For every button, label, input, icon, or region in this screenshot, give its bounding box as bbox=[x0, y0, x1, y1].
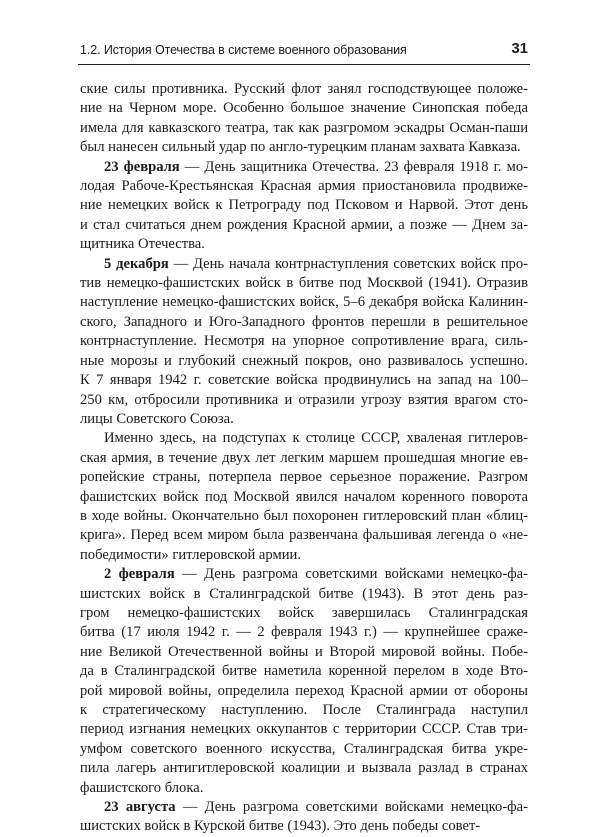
date-term: 2 февраля bbox=[104, 566, 175, 583]
text-line bbox=[80, 216, 528, 235]
line-text: лицы Советского Союза. bbox=[80, 410, 234, 427]
line-text: ропейские страны, потерпела первое серьезное поражение. Разгром bbox=[80, 469, 528, 486]
text-line bbox=[80, 119, 528, 138]
text-line bbox=[80, 526, 528, 545]
line-text: щитника Отечества. bbox=[80, 236, 205, 253]
line-text: ние Великой Отечественной войны и Второй мировой войны. Побе- bbox=[80, 643, 528, 660]
paragraph bbox=[80, 798, 528, 837]
text-line bbox=[80, 662, 528, 681]
line-text: ские силы противника. Русский флот занял господствующее положе- bbox=[80, 81, 528, 97]
line-text: лодая Рабоче-Крестьянская Красная армия приостановила продвиже- bbox=[80, 178, 528, 195]
text-line bbox=[80, 274, 528, 293]
page-body bbox=[80, 80, 528, 837]
line-text: гром немецко-фашистских войск завершилась Сталинградская bbox=[80, 604, 528, 621]
date-term: 23 февраля bbox=[104, 158, 180, 175]
text-line bbox=[80, 332, 528, 351]
line-text: тив немецко-фашистских войск в битве под Москвой (1941). Отразив bbox=[80, 275, 528, 292]
text-line bbox=[80, 546, 528, 565]
date-term: 5 декабря bbox=[104, 255, 169, 272]
paragraph bbox=[80, 429, 528, 565]
line-text: — День защитника Отечества. 23 февраля 1918 г. мо- bbox=[179, 158, 528, 175]
text-line bbox=[80, 429, 528, 448]
paragraph bbox=[80, 255, 528, 430]
text-line bbox=[80, 449, 528, 468]
line-text: рой мировой войны, определила переход Красной армии от обороны bbox=[80, 682, 528, 699]
line-text: шистских войск в Сталинградской битве (1943). В этот день раз- bbox=[80, 585, 528, 602]
line-text: 250 км, отбросили противника и отразили угрозу взятия врагом сто- bbox=[80, 391, 528, 408]
text-line bbox=[80, 293, 528, 312]
running-header bbox=[78, 40, 530, 65]
line-text: имела для кавказского театра, так как разгромом эскадры Осман-паши bbox=[80, 119, 528, 136]
text-line bbox=[80, 507, 528, 526]
line-text: Именно здесь, на подступах к столице СССР, хваленая гитлеров- bbox=[104, 430, 528, 447]
text-line bbox=[80, 488, 528, 507]
line-text: ние немецких войск к Петрограду под Псковом и Нарвой. Этот день bbox=[80, 197, 528, 214]
text-line bbox=[80, 817, 528, 836]
line-text: да в Сталинградской битве наметила коренной перелом в ходе Вто- bbox=[80, 663, 528, 680]
line-text: битва (17 июля 1942 г. — 2 февраля 1943 г.) — крупнейшее сраже- bbox=[80, 624, 528, 641]
line-text: победимости» гитлеровской армии. bbox=[80, 546, 301, 563]
line-text: к стратегическому наступлению. После Сталинграда наступил bbox=[80, 702, 528, 718]
text-line bbox=[80, 759, 528, 778]
line-text: контрнаступление. Несмотря на упорное сопротивление врага, силь- bbox=[80, 333, 528, 350]
text-line bbox=[80, 779, 528, 798]
text-line bbox=[80, 682, 528, 701]
line-text: К 7 января 1942 г. советские войска продвинулись на запад на 100– bbox=[80, 372, 528, 389]
line-text: ние на Черном море. Особенно большое значение Синопская победа bbox=[80, 100, 528, 117]
date-term: 23 августа bbox=[104, 799, 176, 816]
paragraph bbox=[80, 158, 528, 255]
text-line bbox=[80, 371, 528, 390]
text-line bbox=[80, 565, 528, 584]
line-text: ская армия, в течение двух лет легким маршем прошедшая многие ев- bbox=[80, 449, 528, 466]
text-line bbox=[80, 196, 528, 215]
text-line bbox=[80, 391, 528, 410]
text-line bbox=[80, 313, 528, 332]
line-text: — День начала контрнаступления советских войск про- bbox=[168, 255, 528, 272]
text-line bbox=[80, 80, 528, 99]
text-line bbox=[80, 585, 528, 604]
text-line bbox=[80, 623, 528, 642]
line-text: был нанесен сильный удар по англо-турецким планам захвата Кавказа. bbox=[80, 139, 521, 156]
text-line bbox=[80, 798, 528, 817]
text-line bbox=[80, 352, 528, 371]
line-text: — День разгрома советскими войсками немецко-фа- bbox=[175, 799, 528, 816]
text-line bbox=[80, 235, 528, 254]
text-line bbox=[80, 255, 528, 274]
line-text: ского, Западного и Юго-Западного фронтов перешли в решительное bbox=[80, 313, 528, 330]
line-text: ные морозы и глубокий снежный покров, оно развивалось успешно. bbox=[80, 352, 528, 369]
line-text: и стал считаться днем рождения Красной армии, а позже — Днем за- bbox=[80, 216, 528, 233]
text-line bbox=[80, 138, 528, 157]
text-line bbox=[80, 99, 528, 118]
text-line bbox=[80, 604, 528, 623]
line-text: — День разгрома советскими войсками немецко-фа- bbox=[174, 566, 528, 583]
text-line bbox=[80, 643, 528, 662]
line-text: умфом советского военного искусства, Сталинградская битва укре- bbox=[80, 740, 528, 757]
line-text: крига». Перед всем миром была развенчана фальшивая легенда о «не- bbox=[80, 527, 528, 544]
text-line bbox=[80, 158, 528, 177]
text-line bbox=[80, 410, 528, 429]
chapter-title: 1.2. История Отечества в системе военного образования bbox=[80, 43, 407, 57]
text-line bbox=[80, 468, 528, 487]
line-text: в ходе войны. Окончательно был похоронен гитлеровский план «блиц- bbox=[80, 507, 528, 524]
text-line bbox=[80, 720, 528, 739]
line-text: шистских войск в Курской битве (1943). Это день победы совет- bbox=[80, 818, 481, 835]
text-line bbox=[80, 701, 528, 720]
line-text: период изгнания немецких оккупантов с территории СССР. Став три- bbox=[80, 721, 528, 738]
page-number: 31 bbox=[511, 40, 528, 57]
line-text: пила лагерь антигитлеровской коалиции и вызвала разлад в странах bbox=[80, 760, 528, 777]
line-text: наступление немецко-фашистских войск, 5–6 декабря войска Калинин- bbox=[80, 294, 528, 311]
text-line bbox=[80, 177, 528, 196]
paragraph bbox=[80, 565, 528, 798]
paragraph bbox=[80, 80, 528, 158]
line-text: фашистских войск под Москвой явился началом коренного поворота bbox=[80, 488, 528, 505]
line-text: фашистского блока. bbox=[80, 779, 204, 796]
